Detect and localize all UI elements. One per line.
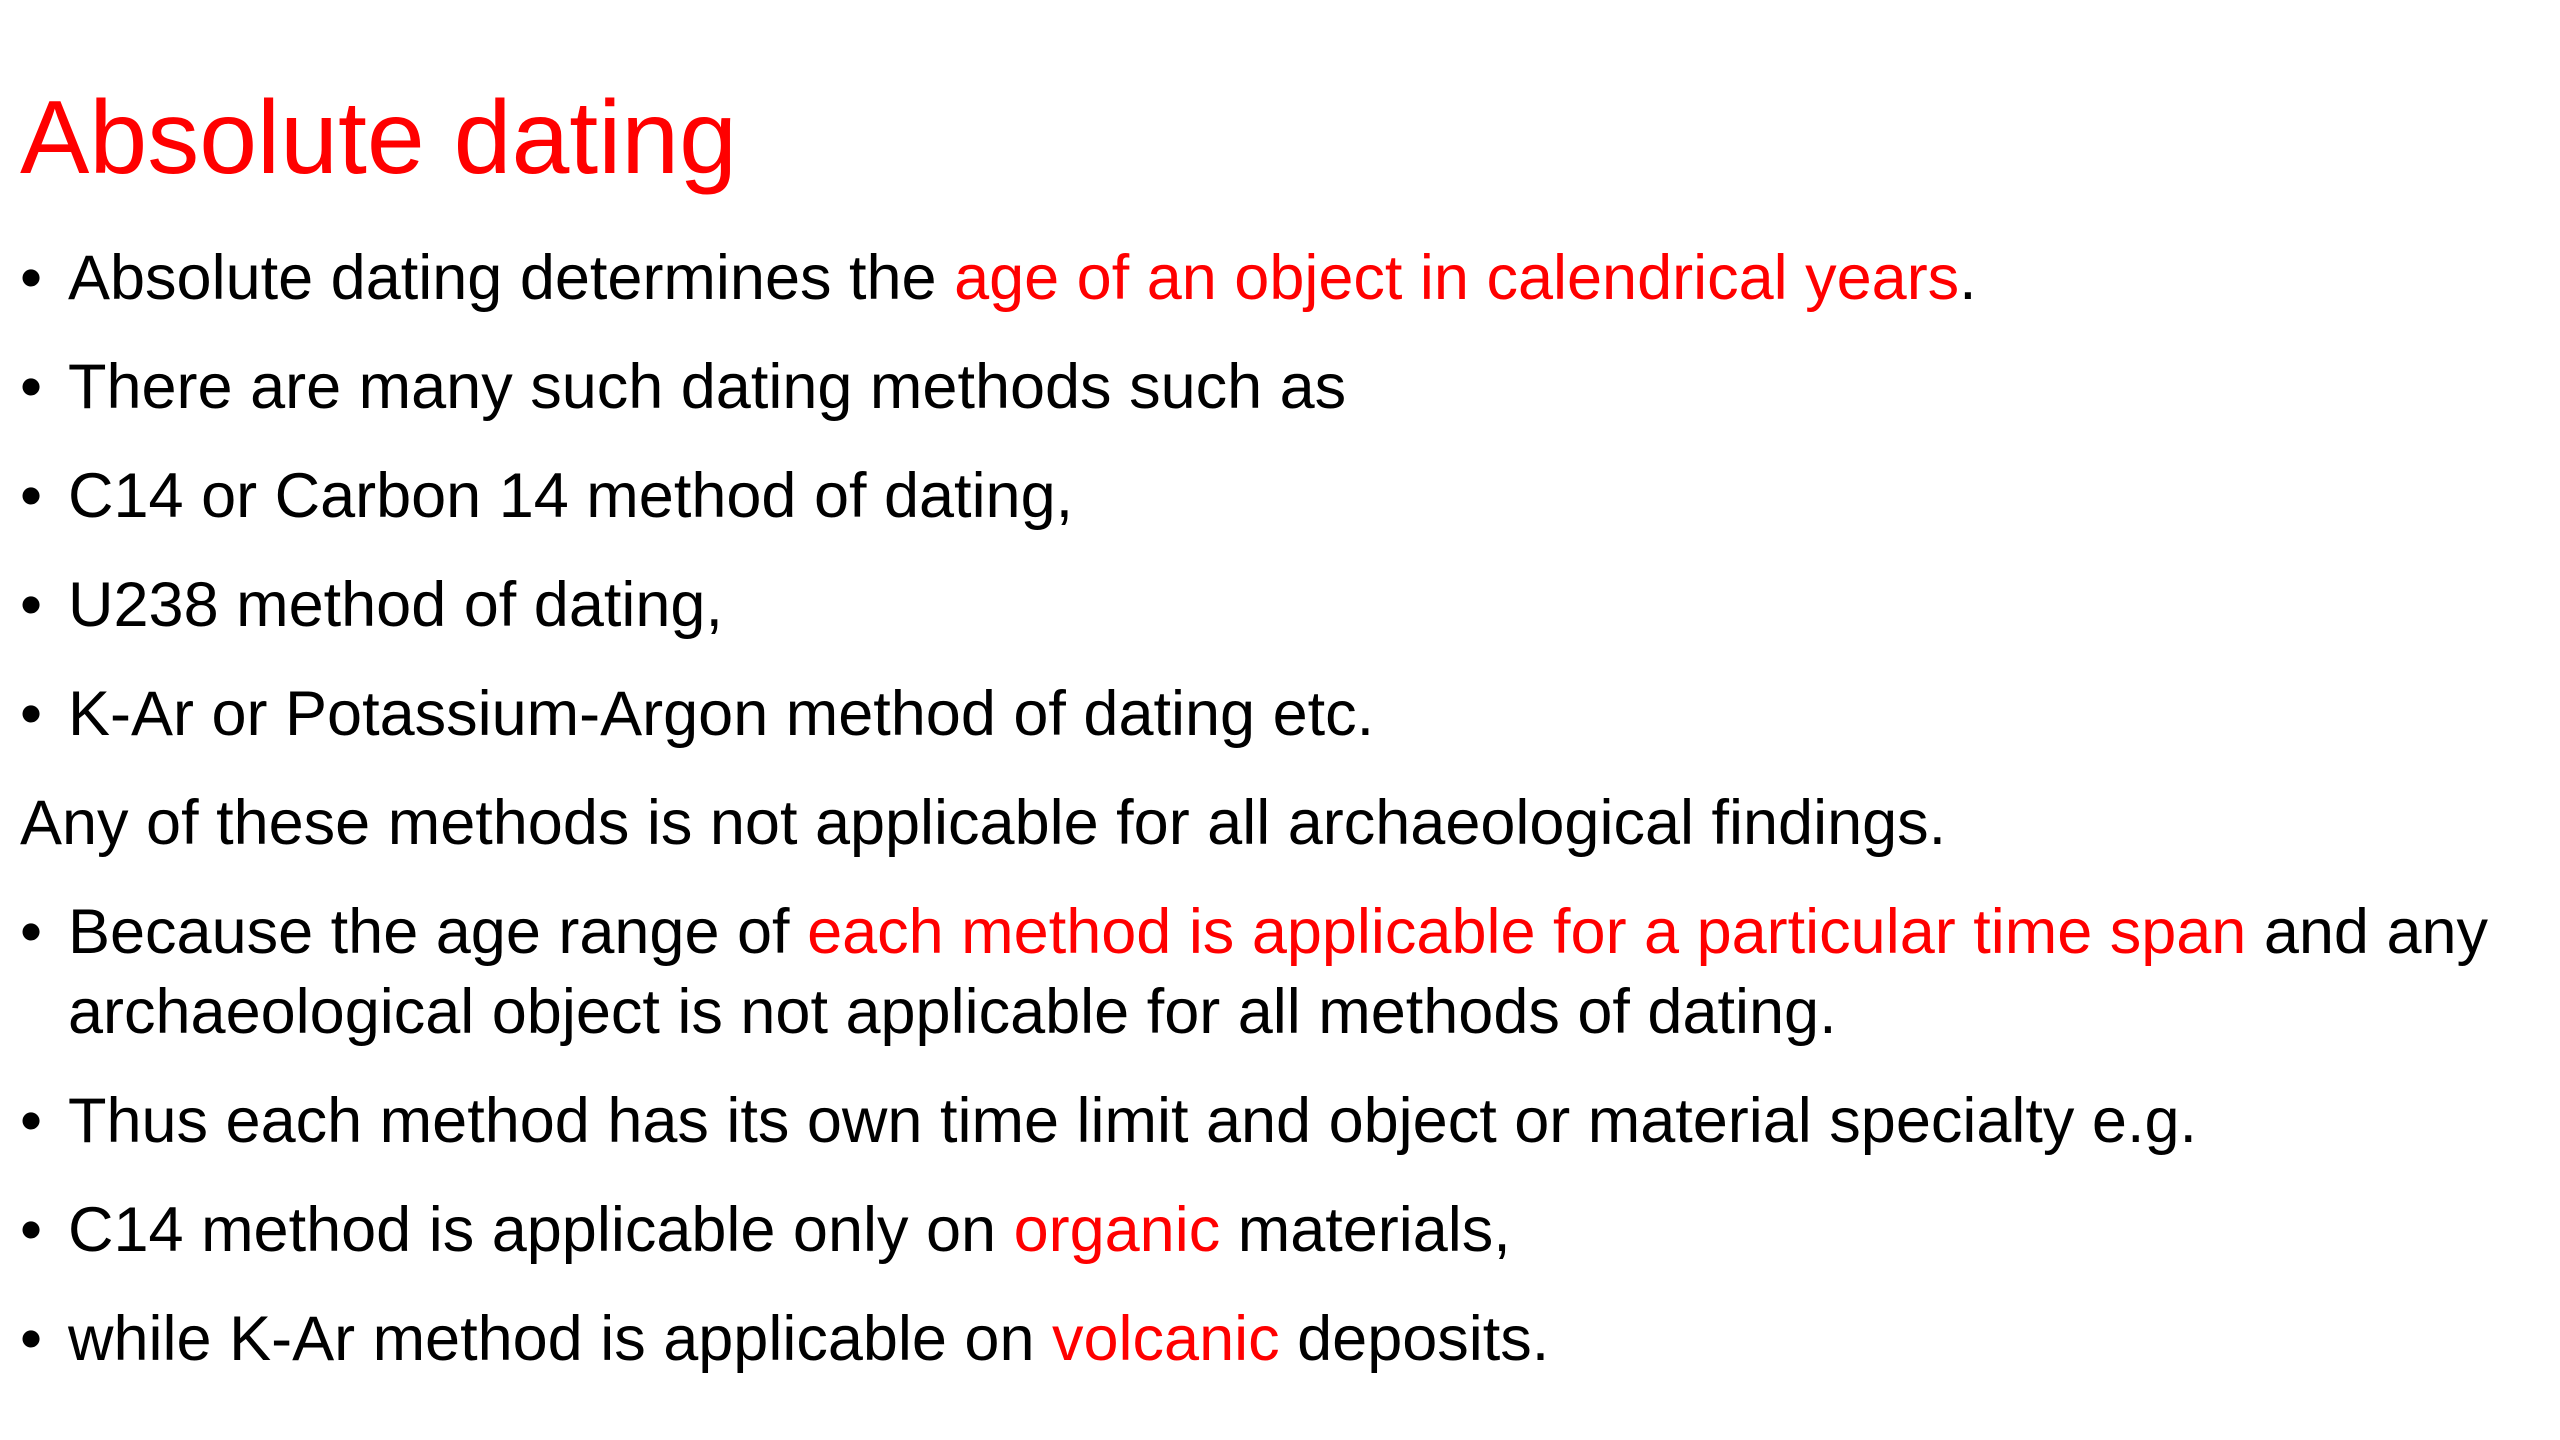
body-text: C14 method is applicable only on bbox=[68, 1195, 1014, 1265]
bullet-item bbox=[20, 238, 2520, 318]
highlighted-text: organic bbox=[1013, 1195, 1221, 1265]
body-text: There are many such dating methods such as bbox=[68, 352, 1347, 422]
body-text: Thus each method has its own time limit and object or material specialty e.g. bbox=[68, 1086, 2197, 1156]
bullet-item bbox=[20, 347, 2520, 427]
body-text: Absolute dating determines the bbox=[68, 243, 955, 313]
bullet-icon: • bbox=[20, 243, 43, 313]
body-text: deposits. bbox=[1279, 1304, 1550, 1374]
slide-body bbox=[20, 238, 2520, 1408]
bullet-icon: • bbox=[20, 1304, 43, 1374]
paragraph bbox=[20, 783, 2520, 863]
body-text: and any archaeological object is not applicable for all methods of dating. bbox=[68, 897, 2489, 1047]
highlighted-text: volcanic bbox=[1052, 1304, 1280, 1374]
highlighted-text: age of an object in calendrical years bbox=[954, 243, 1960, 313]
bullet-item bbox=[20, 892, 2520, 1052]
body-text: Because the age range of bbox=[68, 897, 808, 967]
highlighted-text: each method is applicable for a particular time span bbox=[807, 897, 2247, 967]
bullet-item bbox=[20, 1190, 2520, 1270]
bullet-icon: • bbox=[20, 461, 43, 531]
body-text: materials, bbox=[1220, 1195, 1511, 1265]
bullet-icon: • bbox=[20, 1086, 43, 1156]
bullet-item bbox=[20, 674, 2520, 754]
bullet-item bbox=[20, 1299, 2520, 1379]
bullet-icon: • bbox=[20, 1195, 43, 1265]
bullet-item bbox=[20, 565, 2520, 645]
bullet-icon: • bbox=[20, 897, 43, 967]
bullet-icon: • bbox=[20, 679, 43, 749]
bullet-item bbox=[20, 456, 2520, 536]
body-text: . bbox=[1959, 243, 1977, 313]
body-text: U238 method of dating, bbox=[68, 570, 723, 640]
slide-title: Absolute dating bbox=[20, 80, 737, 196]
body-text: while K-Ar method is applicable on bbox=[68, 1304, 1053, 1374]
body-text: C14 or Carbon 14 method of dating, bbox=[68, 461, 1074, 531]
bullet-icon: • bbox=[20, 570, 43, 640]
body-text: K-Ar or Potassium-Argon method of dating etc. bbox=[68, 679, 1375, 749]
bullet-icon: • bbox=[20, 352, 43, 422]
body-text: Any of these methods is not applicable for all archaeological findings. bbox=[20, 788, 1947, 858]
bullet-item bbox=[20, 1081, 2520, 1161]
